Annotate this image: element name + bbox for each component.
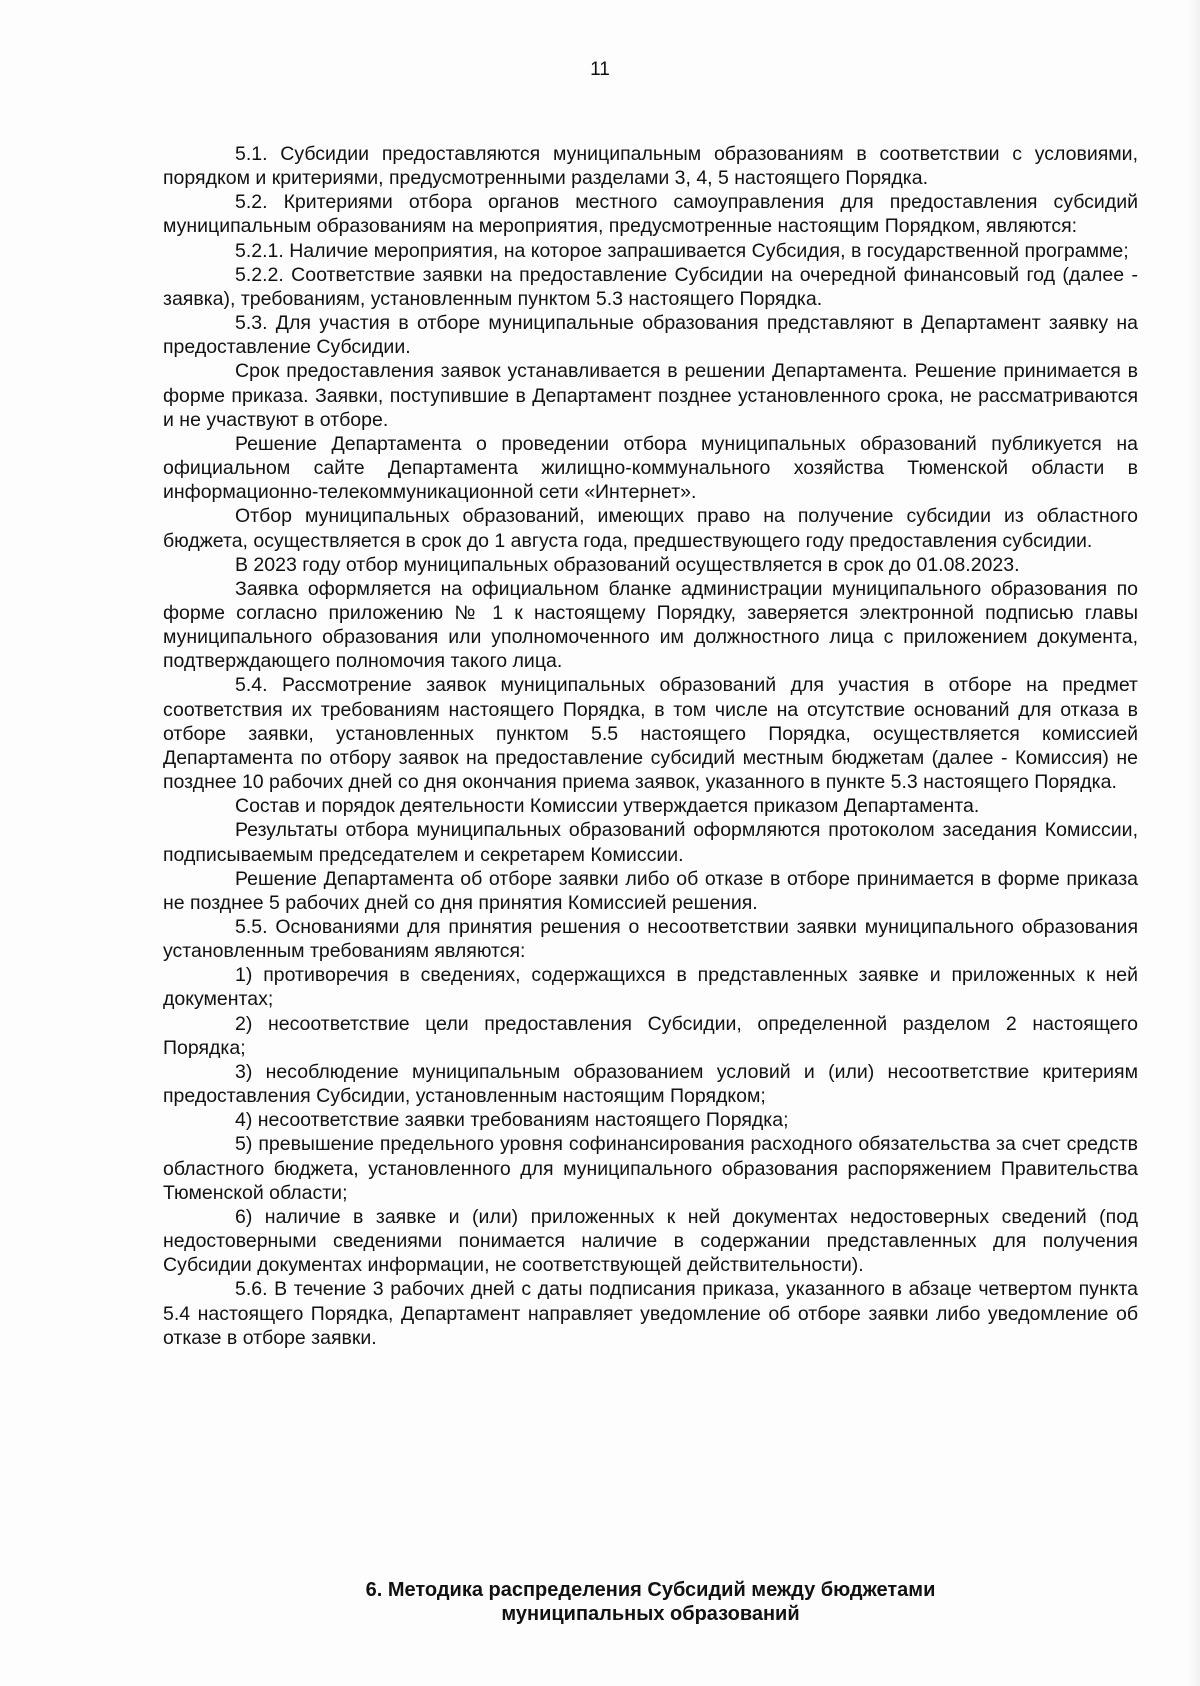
- paragraph-5-2-2: 5.2.2. Соответствие заявки на предоставление Субсидии на очередной финансовый год (далее - заявка), требованиям, установленным пунктом 5.3 настоящего Порядка.: [163, 263, 1138, 310]
- paragraph-5-5: 5.5. Основаниями для принятия решения о несоответствии заявки муниципального образования установленным требованиям являются:: [163, 916, 1138, 963]
- paragraph-selection-period: Отбор муниципальных образований, имеющих право на получение субсидии из областного бюджета, осуществляется в срок до 1 августа года, предшествующего году предоставления субсидии.: [163, 505, 1138, 552]
- paragraph-commission-composition: Состав и порядок деятельности Комиссии утверждается приказом Департамента.: [235, 795, 980, 818]
- scan-edge: [1186, 0, 1200, 1686]
- paragraph-selection-decision: Решение Департамента об отборе заявки либо об отказе в отборе принимается в форме приказа не позднее 5 рабочих дней со дня принятия Комиссией решения.: [163, 867, 1138, 914]
- paragraph-5-3: 5.3. Для участия в отборе муниципальные образования представляют в Департамент заявку на предоставление Субсидии.: [163, 312, 1138, 359]
- paragraph-5-6: 5.6. В течение 3 рабочих дней с даты подписания приказа, указанного в абзаце четвертом пункта 5.4 настоящего Порядка, Департамент направляет уведомление об отборе заявки либо уведомление об отказе в отборе заявки.: [163, 1278, 1138, 1349]
- page-number: 11: [590, 59, 610, 80]
- section-heading-line-2: муниципальных образований: [501, 1603, 800, 1625]
- paragraph-5-2: 5.2. Критериями отбора органов местного самоуправления для предоставления субсидий муниципальным образованиям на мероприятия, предусмотренные настоящим Порядком, являются:: [163, 191, 1138, 238]
- paragraph-5-2-1: 5.2.1. Наличие мероприятия, на которое запрашивается Субсидия, в государственной программе;: [235, 239, 1129, 262]
- section-heading-line-1: 6. Методика распределения Субсидий между бюджетами: [365, 1579, 936, 1601]
- list-item-3: 3) несоблюдение муниципальным образованием условий и (или) несоответствие критериям предоставления Субсидии, установленным настоящим Порядком;: [163, 1060, 1138, 1108]
- paragraph-selection-results: Результаты отбора муниципальных образований оформляются протоколом заседания Комиссии, подписываемым председателем и секретарем Комиссии.: [163, 819, 1138, 866]
- paragraph-application-form: Заявка оформляется на официальном бланке администрации муниципального образования по форме согласно приложению № 1 к настоящему Порядку, заверяется электронной подписью главы муниципального образования или уполномоченного им должностного лица с приложением документа, подтверждающего полномочия такого лица.: [163, 577, 1138, 673]
- list-item-6: 6) наличие в заявке и (или) приложенных к ней документах недостоверных сведений (под недостоверными сведениями понимается наличие в содержании представленных для получения Субсидии документах информации, не соответствующей действительности).: [163, 1205, 1138, 1277]
- paragraph-5-1: 5.1. Субсидии предоставляются муниципальным образованиям в соответствии с условиями, порядком и критериями, предусмотренными разделами 3, 4, 5 настоящего Порядка.: [163, 143, 1138, 190]
- list-item-5: 5) превышение предельного уровня софинансирования расходного обязательства за счет средств областного бюджета, установленного для муниципального образования распоряжением Правительства Тюменской области;: [163, 1133, 1138, 1204]
- list-item-1: 1) противоречия в сведениях, содержащихся в представленных заявке и приложенных к ней документах;: [163, 964, 1138, 1011]
- list-item-2: 2) несоответствие цели предоставления Субсидии, определенной разделом 2 настоящего Порядка;: [163, 1012, 1138, 1059]
- list-item-4: 4) несоответствие заявки требованиям настоящего Порядка;: [235, 1109, 789, 1132]
- paragraph-selection-publication: Решение Департамента о проведении отбора муниципальных образований публикуется на официальном сайте Департамента жилищно-коммунального хозяйства Тюменской области в информационно-телекоммуникационной сети «Интернет».: [163, 432, 1138, 504]
- document-body: [163, 142, 1138, 1350]
- paragraph-selection-2023: В 2023 году отбор муниципальных образований осуществляется в срок до 01.08.2023.: [235, 553, 1020, 576]
- paragraph-application-deadline: Срок предоставления заявок устанавливается в решении Департамента. Решение принимается в форме приказа. Заявки, поступившие в Департамент позднее установленного срока, не рассматриваются и не участвуют в отборе.: [163, 360, 1138, 431]
- paragraph-5-4: 5.4. Рассмотрение заявок муниципальных образований для участия в отборе на предмет соответствия их требованиям настоящего Порядка, в том числе на отсутствие оснований для отказа в отборе заявки, установленных пунктом 5.5 настоящего Порядка, осуществляется комиссией Департамента по отбору заявок на предоставление субсидий местным бюджетам (далее - Комиссия) не позднее 10 рабочих дней со дня окончания приема заявок, указанного в пункте 5.3 настоящего Порядка.: [163, 674, 1138, 794]
- section-heading: [163, 1578, 1138, 1626]
